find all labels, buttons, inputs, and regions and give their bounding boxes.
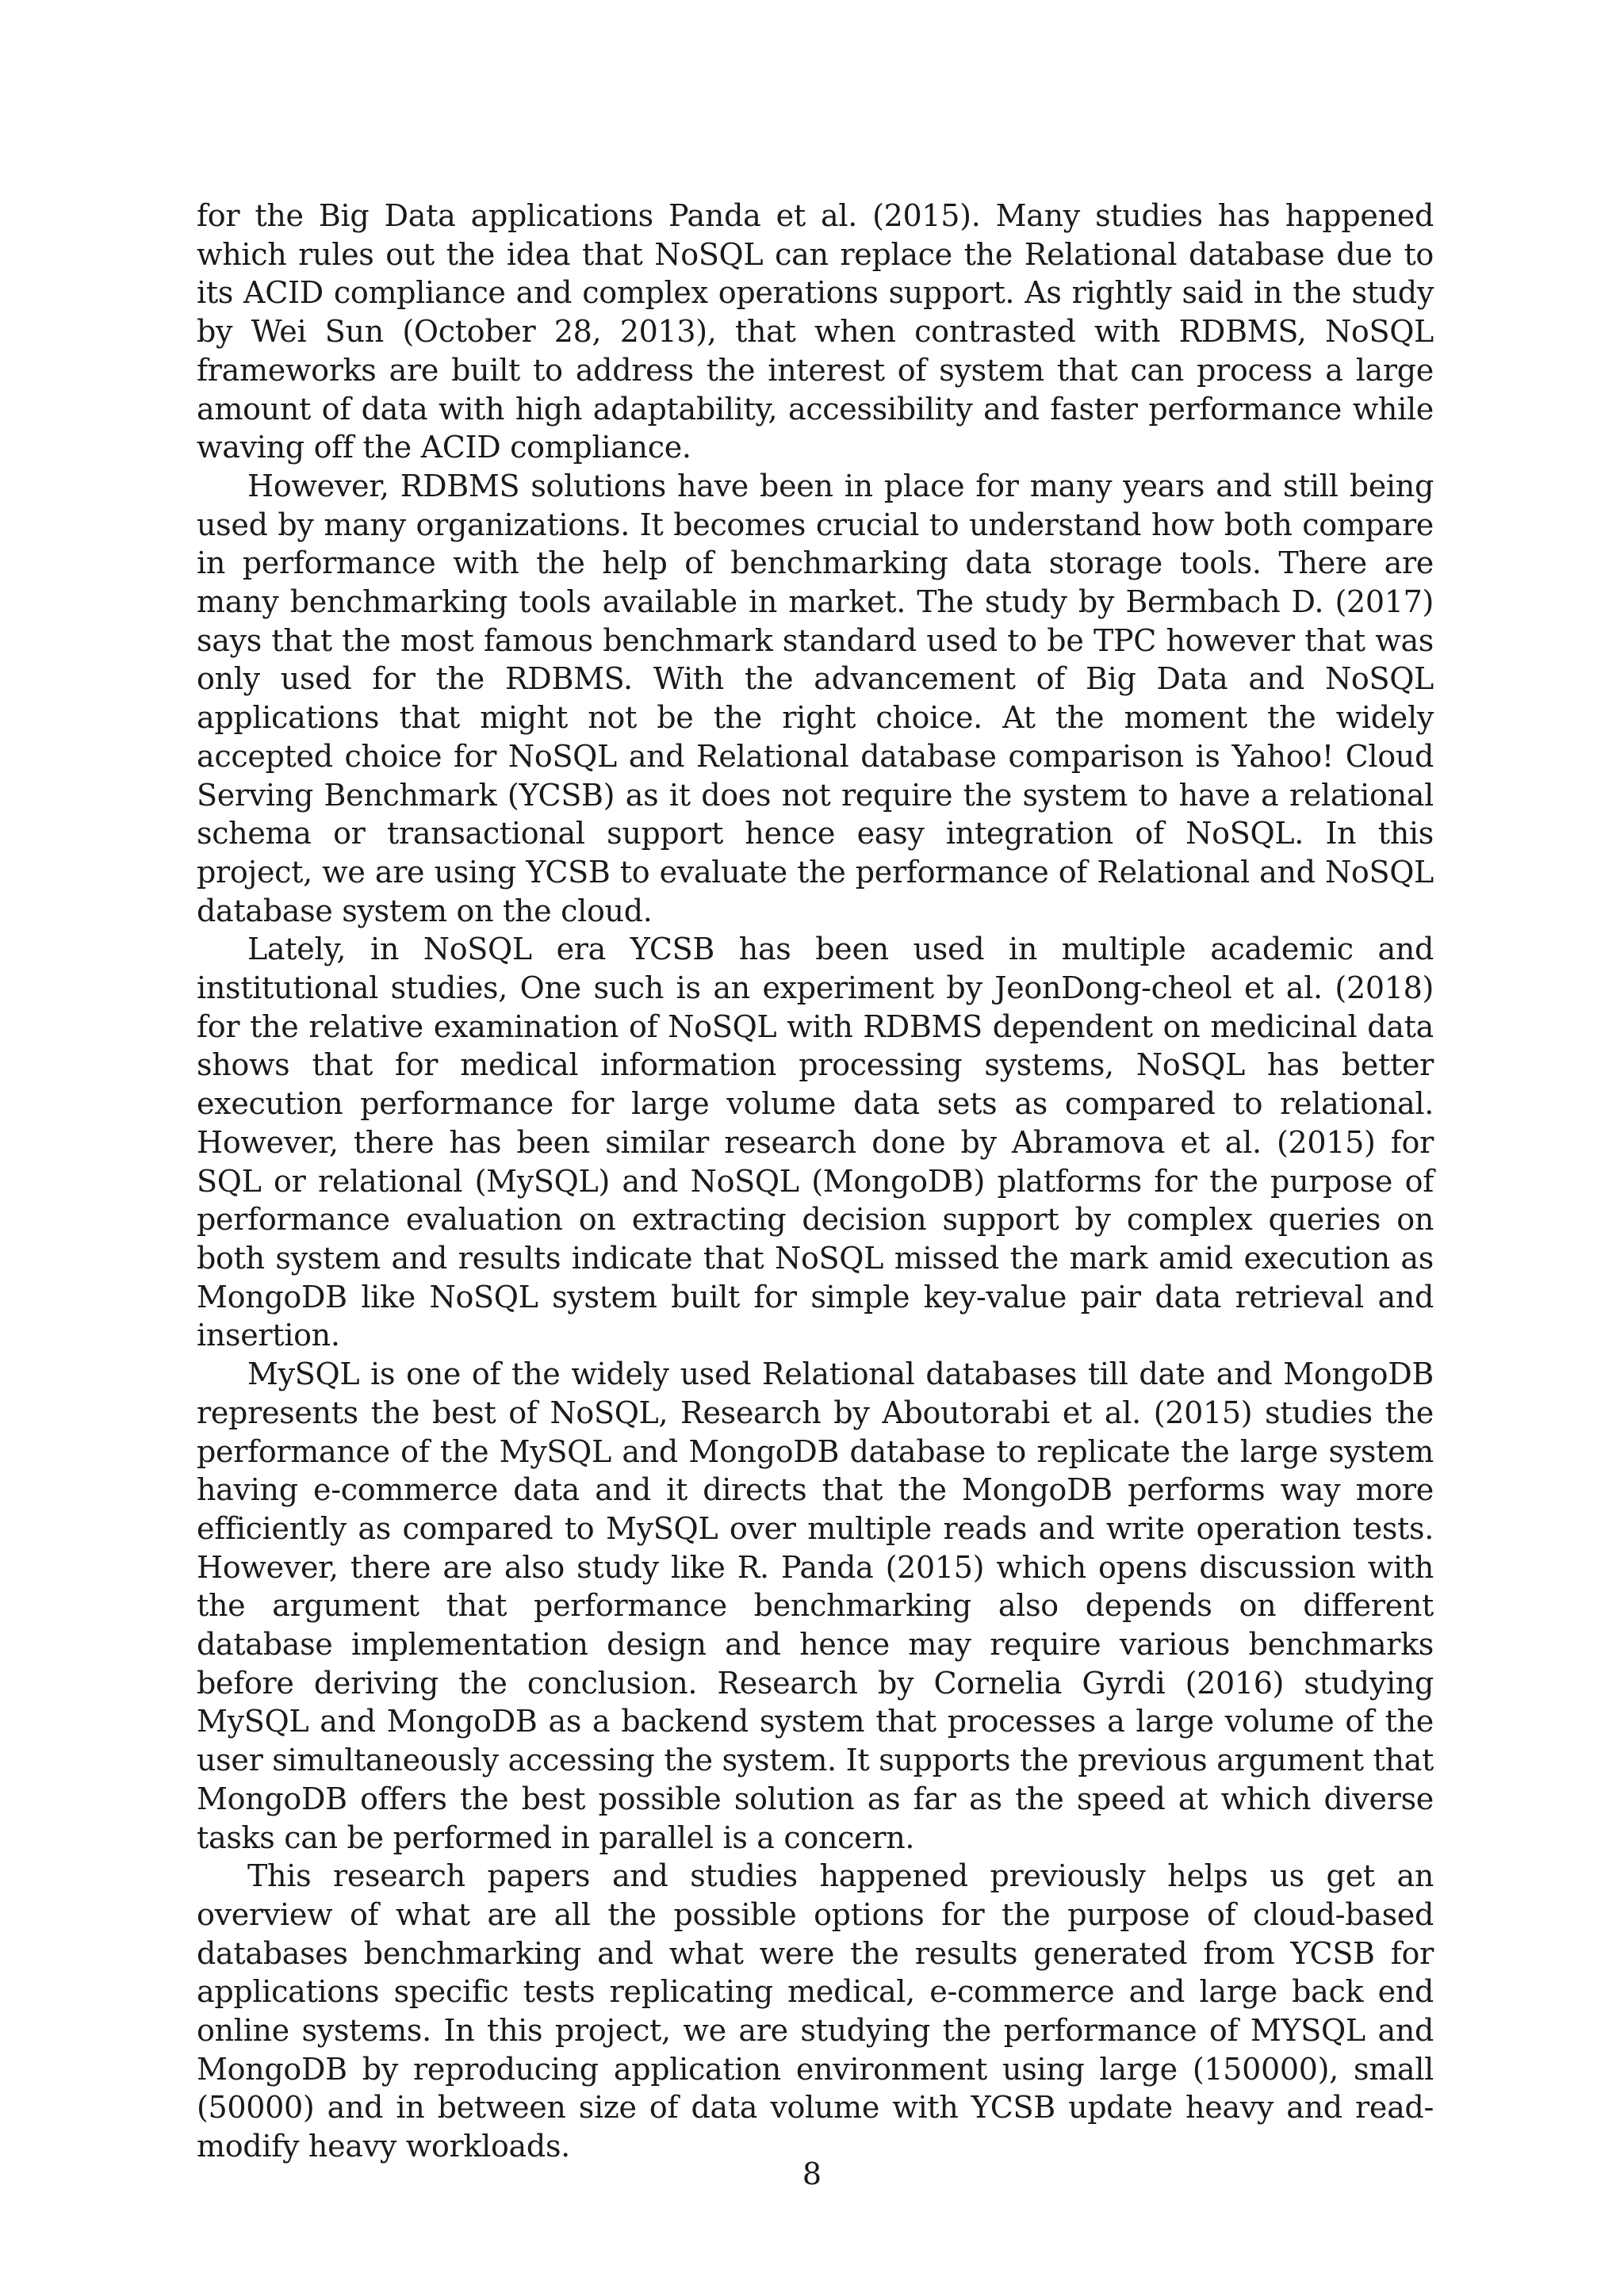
paragraph-1: for the Big Data applications Panda et al. (2015). Many studies has happened which rules out the idea that NoSQL can replace the Relational database due to its ACID compliance and complex operations support. As rightly said in the study by Wei Sun (October 28, 2013), that when contrasted with RDBMS, NoSQL frameworks are built to address the interest of system that can process a large amount of data with high adaptability, accessibility and faster performance while waving off the ACID compliance. bbox=[197, 198, 1434, 465]
paragraph-2: However, RDBMS solutions have been in place for many years and still being used by many organizations. It becomes crucial to understand how both compare in performance with the help of benchmarking data storage tools. There are many benchmarking tools available in market. The study by Bermbach D. (2017) says that the most famous benchmark standard used to be TPC however that was only used for the RDBMS. With the advancement of Big Data and NoSQL applications that might not be the right choice. At the moment the widely accepted choice for NoSQL and Relational database comparison is Yahoo! Cloud Serving Benchmark (YCSB) as it does not require the system to have a relational schema or transactional support hence easy integration of NoSQL. In this project, we are using YCSB to evaluate the performance of Relational and NoSQL database system on the cloud. bbox=[197, 468, 1434, 928]
page-number: 8 bbox=[802, 2156, 822, 2191]
body-text bbox=[197, 197, 1434, 2166]
paragraph-4: MySQL is one of the widely used Relational databases till date and MongoDB represents the best of NoSQL, Research by Aboutorabi et al. (2015) studies the performance of the MySQL and MongoDB database to replicate the large system having e-commerce data and it directs that the MongoDB performs way more efficiently as compared to MySQL over multiple reads and write operation tests. However, there are also study like R. Panda (2015) which opens discussion with the argument that performance benchmarking also depends on different database implementation design and hence may require various benchmarks before deriving the conclusion. Research by Cornelia Gyrdi (2016) studying MySQL and MongoDB as a backend system that processes a large volume of the user simultaneously accessing the system. It supports the previous argument that MongoDB offers the best possible solution as far as the speed at which diverse tasks can be performed in parallel is a concern. bbox=[197, 1357, 1434, 1855]
paragraph-5: This research papers and studies happened previously helps us get an overview of what are all the possible options for the purpose of cloud-based databases benchmarking and what were the results generated from YCSB for applications specific tests replicating medical, e-commerce and large back end online systems. In this project, we are studying the performance of MYSQL and MongoDB by reproducing application environment using large (150000), small (50000) and in between size of data volume with YCSB update heavy and read-modify heavy workloads. bbox=[197, 1858, 1434, 2164]
paragraph-3: Lately, in NoSQL era YCSB has been used in multiple academic and institutional studies, One such is an experiment by JeonDong-cheol et al. (2018) for the relative examination of NoSQL with RDBMS dependent on medicinal data shows that for medical information processing systems, NoSQL has better execution performance for large volume data sets as compared to relational. However, there has been similar research done by Abramova et al. (2015) for SQL or relational (MySQL) and NoSQL (MongoDB) platforms for the purpose of performance evaluation on extracting decision support by complex queries on both system and results indicate that NoSQL missed the mark amid execution as MongoDB like NoSQL system built for simple key-value pair data retrieval and insertion. bbox=[197, 932, 1434, 1353]
